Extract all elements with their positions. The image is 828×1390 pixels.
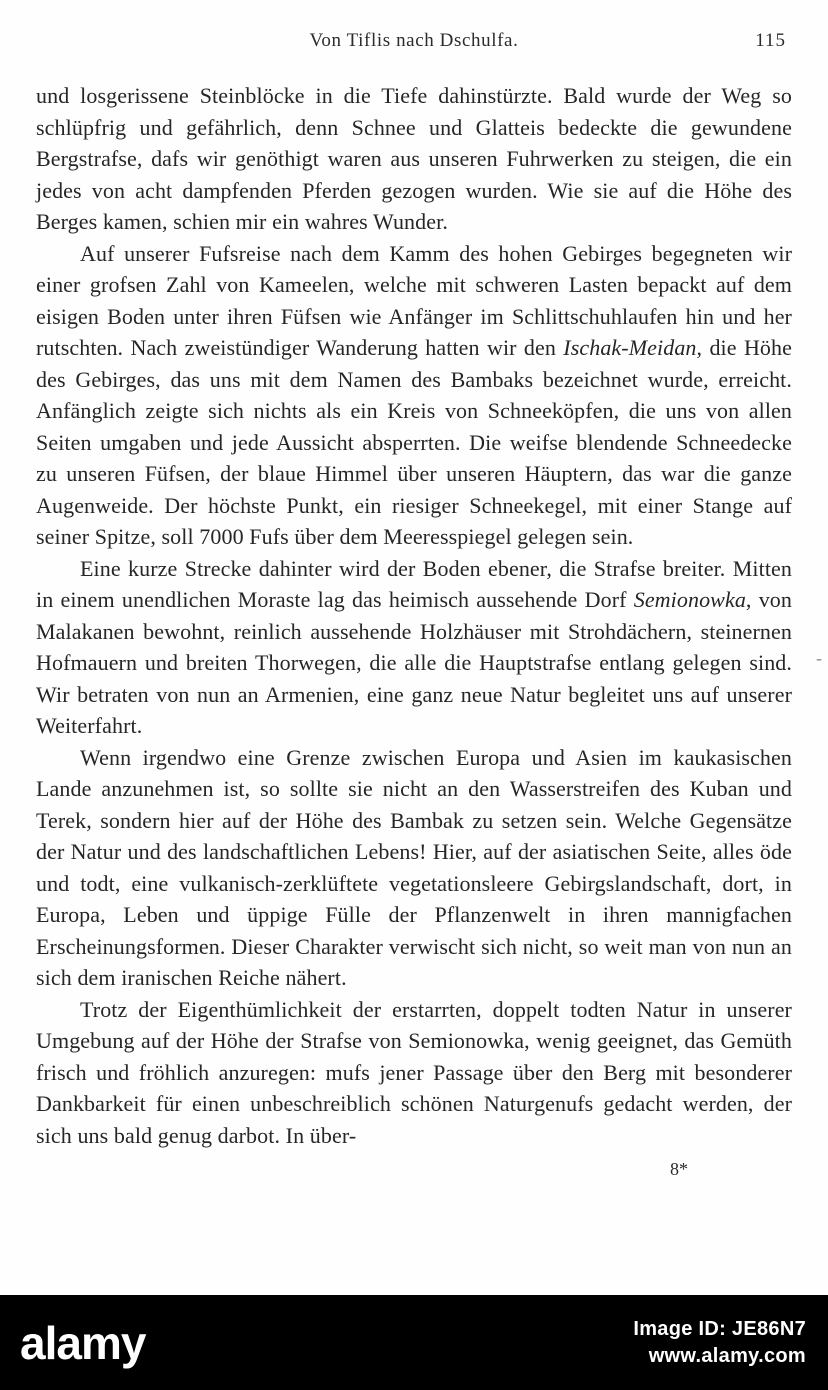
text-segment: Wenn irgendwo eine Grenze zwischen Europa und Asien im kaukasischen Lande anzunehmen ist, so sollte sie nicht an den Wasserstreifen des Kuban und Terek, sondern hier auf der Höhe des Bambak zu setzen sein. Welche Gegensätze der Natur und des landschaftlichen Lebens! Hier, auf der asiatischen Seite, alles öde und todt, eine vulkanisch-zerklüftete vegetationsleere Gebirgslandschaft, dort, in Europa, Leben und üppige Fülle der Pflanzenwelt in ihren mannigfachen Erscheinungsformen. Dieser Charakter verwischt sich nicht, so weit man von nun an sich dem iranischen Reiche nähert. [36, 744, 792, 990]
signature-mark: 8* [670, 1159, 688, 1179]
pencil-margin-mark: - [816, 648, 822, 668]
paragraph [36, 742, 792, 994]
paragraph [36, 238, 792, 553]
image-id-text: Image ID: JE86N7 [633, 1317, 806, 1340]
text-segment: Trotz der Eigenthümlichkeit der erstarrten, doppelt todten Natur in unserer Umgebung auf der Höhe der Strafse von Semionowka, wenig geeignet, das Gemüth frisch und fröhlich anzuregen: mufs jener Passage über den Berg mit besonderer Dankbarkeit für einen unbeschreiblich schönen Naturgenufs gedacht werden, der sich uns bald genug darbot. In über- [36, 996, 792, 1148]
alamy-logo: alamy [20, 1316, 146, 1369]
watermark-bar [0, 1295, 828, 1390]
paragraph [36, 80, 792, 238]
page-header [36, 30, 792, 54]
text-segment: und losgerissene Steinblöcke in die Tiefe dahinstürzte. Bald wurde der Weg so schlüpfrig und gefährlich, denn Schnee und Glatteis bedeckte die gewundene Bergstrafse, dafs wir genöthigt waren aus unseren Fuhrwerken zu steigen, die ein jedes von acht dampfenden Pferden gezogen wurden. Wie sie auf die Höhe des Berges kamen, schien mir ein wahres Wunder. [36, 83, 792, 234]
italic-place-name: Ischak-Meidan [563, 335, 697, 360]
running-title: Von Tiflis nach Dschulfa. [309, 30, 519, 51]
watermark-info [633, 1316, 806, 1370]
paragraph [36, 553, 792, 742]
page-body [36, 80, 792, 1151]
text-segment: Auf unserer Fufsreise nach dem Kamm des hohen Gebirges begegneten wir einer grofsen Zahl von Kameelen, welche mit schweren Lasten bepackt auf dem eisigen Boden unter ihren Füfsen wie Anfänger im Schlittschuhlaufen hin und her rutschten. Nach zweistündiger Wanderung hatten wir den [36, 240, 792, 360]
text-segment: Eine kurze Strecke dahinter wird der Boden ebener, die Strafse breiter. Mitten in einem unendlichen Moraste lag das heimisch aussehende Dorf [36, 555, 792, 612]
text-segment: , von Malakanen bewohnt, reinlich aussehende Holzhäuser mit Strohdächern, steinernen Hofmauern und breiten Thorwegen, die alle die Hauptstrafse entlang gelegen sind. Wir betraten von nun an Armenien, eine ganz neue Natur begleitet uns auf unserer Weiterfahrt. [36, 587, 792, 738]
italic-place-name: Semionowka [633, 587, 746, 612]
text-segment: , die Höhe des Gebirges, das uns mit dem Namen des Bambaks bezeichnet wurde, erreicht. Anfänglich zeigte sich nichts als ein Kreis von Schneeköpfen, die uns von allen Seiten umgaben und jede Aussicht absperrten. Die weifse blendende Schneedecke zu unseren Füfsen, der blaue Himmel über unseren Häuptern, das war die ganze Augenweide. Der höchste Punkt, ein riesiger Schneekegel, mit einer Stange auf seiner Spitze, soll 7000 Fufs über dem Meeresspiegel gelegen sein. [36, 335, 792, 549]
paragraph [36, 994, 792, 1152]
alamy-url-text: www.alamy.com [648, 1344, 806, 1367]
page-number: 115 [755, 30, 786, 51]
